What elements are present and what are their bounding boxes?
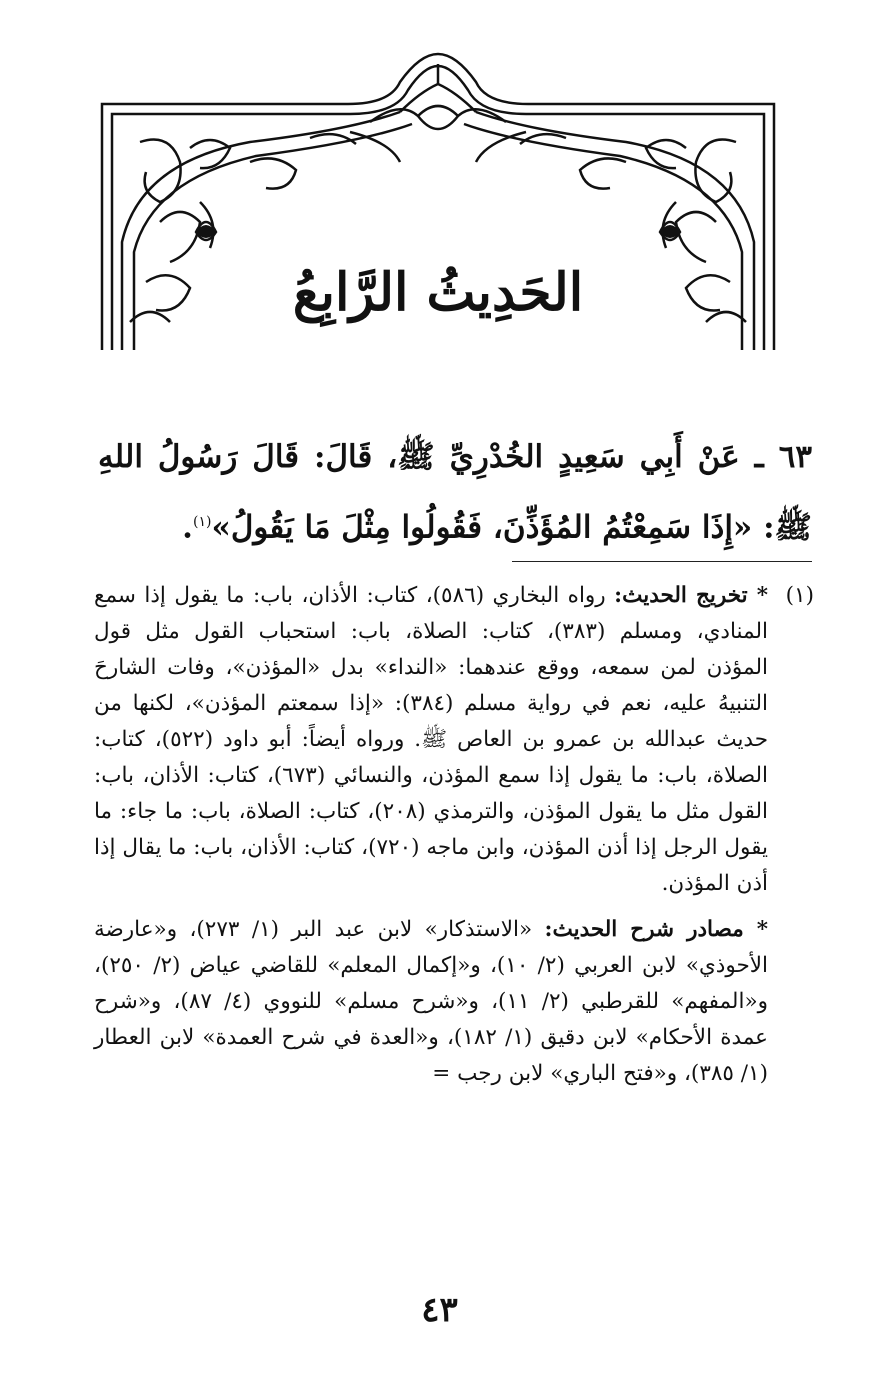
sources-label: * مصادر شرح الحديث: (544, 917, 769, 942)
footnote-takhrij (94, 578, 768, 902)
footnote-body (94, 578, 768, 1102)
footnote-section (94, 578, 814, 1102)
takhrij-text: رواه البخاري (٥٨٦)، كتاب: الأذان، باب: ما يقول إذا سمع المنادي، ومسلم (٣٨٣)، كتاب: الصلاة، باب: استحباب القول مثل قول المؤذن لمن سمعه، ووقع عندهما: «النداء» بدل «المؤذن»، وفات الشارحَ التنبيهُ عليه، نعم في رواية مسلم (٣٨٤): «إذا سمعتم المؤذن»، لكنها من حديث عبدالله بن عمرو بن العاص ﷺ. ورواه أيضاً: أبو داود (٥٢٢)، كتاب: الصلاة، باب: ما يقول إذا سمع المؤذن، والنسائي (٦٧٣)، كتاب: الأذان، باب: القول مثل ما يقول المؤذن، والترمذي (٢٠٨)، كتاب: الصلاة، باب: ما جاء: ما يقول الرجل إذا أذن المؤذن، وابن ماجه (٧٢٠)، كتاب: الأذان، باب: ما يقال إذا أذن المؤذن. (94, 583, 769, 896)
takhrij-label: * تخريج الحديث: (614, 583, 768, 608)
footnote-reference[interactable]: (١) (192, 514, 212, 530)
page-number: ٤٣ (421, 1290, 458, 1330)
hadith-text: ٦٣ ـ عَنْ أَبِي سَعِيدٍ الخُدْرِيِّ ﷺ، قَالَ: قَالَ رَسُولُ اللهِ ﷺ: «إِذَا سَمِعْتُمُ المُؤَذِّنَ، فَقُولُوا مِثْلَ مَا يَقُولُ»$^{(١)}$. (98, 439, 812, 546)
footnote-sources (94, 912, 768, 1092)
sources-text: «الاستذكار» لابن عبد البر (١/ ٢٧٣)، و«عارضة الأحوذي» لابن العربي (٢/ ١٠)، و«إكمال المعلم» للقاضي عياض (٢/ ٢٥٠)، و«المفهم» للقرطبي (٢/ ١١)، و«شرح مسلم» للنووي (٤/ ٨٧)، و«شرح عمدة الأحكام» لابن دقيق (١/ ١٨٢)، و«العدة في شرح العمدة» لابن العطار (١/ ٣٨٥)، و«فتح الباري» لابن رجب = (94, 917, 769, 1086)
footnote-number: (١) (785, 583, 814, 608)
footnote-block (94, 578, 814, 1102)
footnote-divider (512, 561, 812, 562)
chapter-title: الحَدِيثُ الرَّابِعُ (292, 262, 584, 323)
hadith-body: ٦٣ ـ عَنْ أَبِي سَعِيدٍ الخُدْرِيِّ ﷺ، قَالَ: قَالَ رَسُولُ اللهِ ﷺ: «إِذَا سَمِعْتُمُ المُؤَذِّنَ، فَقُولُوا مِثْلَ مَا يَقُولُ» (98, 439, 812, 546)
